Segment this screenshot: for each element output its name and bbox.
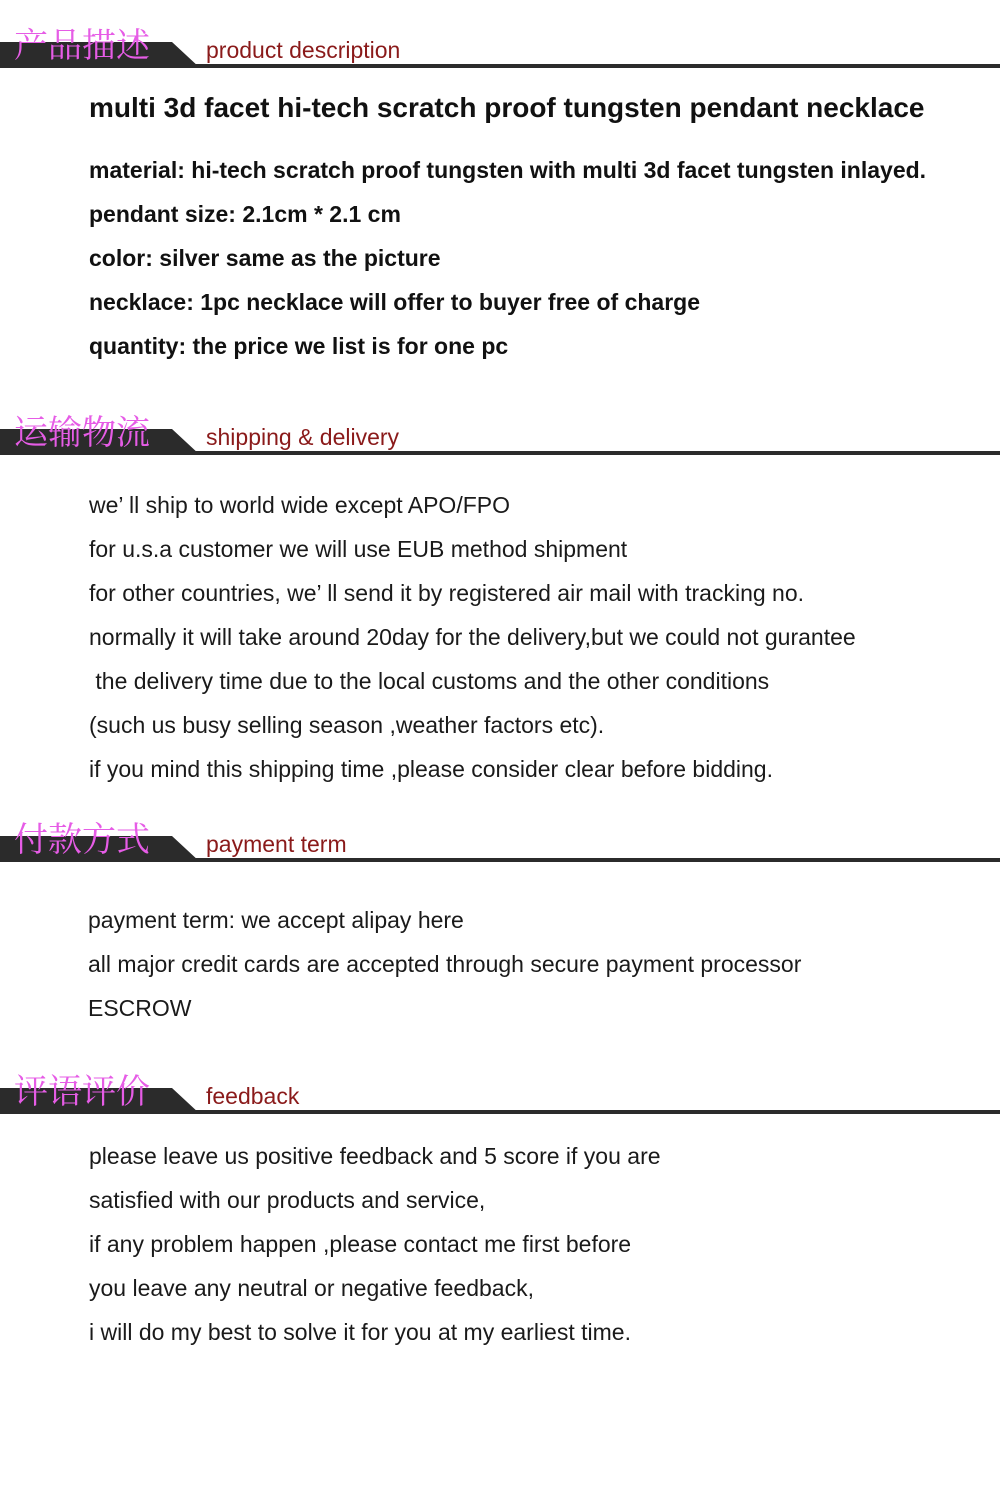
section-heading-en: payment term: [206, 831, 347, 857]
shipping-line: the delivery time due to the local customs and the other conditions: [89, 668, 770, 694]
detail-material: material: hi-tech scratch proof tungsten with multi 3d facet tungsten inlayed.: [89, 157, 927, 183]
feedback-info-list: [89, 1134, 661, 1354]
feedback-line: satisfied with our products and service,: [89, 1187, 486, 1213]
section-heading-en: feedback: [206, 1083, 300, 1109]
shipping-line: we’ ll ship to world wide except APO/FPO: [89, 492, 510, 518]
detail-color: color: silver same as the picture: [89, 245, 441, 271]
shipping-line: for u.s.a customer we will use EUB method shipment: [89, 536, 628, 562]
feedback-line: i will do my best to solve it for you at my earliest time.: [89, 1319, 631, 1345]
detail-pendant-size: pendant size: 2.1cm * 2.1 cm: [89, 201, 401, 227]
payment-line: payment term: we accept alipay here: [88, 907, 464, 933]
product-title: multi 3d facet hi-tech scratch proof tungsten pendant necklace: [89, 92, 925, 123]
payment-info-list: [88, 898, 801, 1030]
shipping-line: if you mind this shipping time ,please consider clear before bidding.: [89, 756, 773, 782]
section-heading-cn: 评语评价: [14, 1072, 150, 1112]
detail-quantity: quantity: the price we list is for one pc: [89, 333, 509, 359]
shipping-line: for other countries, we’ ll send it by registered air mail with tracking no.: [89, 580, 805, 606]
feedback-line: if any problem happen ,please contact me first before: [89, 1231, 632, 1257]
section-heading-en: product description: [206, 37, 401, 63]
header-divider: [0, 451, 1000, 455]
section-heading-cn: 运输物流: [14, 413, 150, 453]
feedback-line: please leave us positive feedback and 5 score if you are: [89, 1143, 661, 1169]
detail-necklace: necklace: 1pc necklace will offer to buyer free of charge: [89, 289, 701, 315]
payment-line: ESCROW: [88, 995, 192, 1021]
section-header-shipping: [0, 409, 1000, 455]
section-heading-cn: 付款方式: [14, 820, 150, 860]
payment-line: all major credit cards are accepted through secure payment processor: [88, 951, 802, 977]
shipping-line: (such us busy selling season ,weather factors etc).: [89, 712, 605, 738]
product-details-list: [89, 148, 926, 368]
shipping-line: normally it will take around 20day for the delivery,but we could not gurantee: [89, 624, 856, 650]
header-divider: [0, 858, 1000, 862]
section-header-product: [0, 22, 1000, 68]
section-header-payment: [0, 816, 1000, 862]
section-header-feedback: [0, 1068, 1000, 1114]
header-divider: [0, 64, 1000, 68]
header-divider: [0, 1110, 1000, 1114]
section-heading-cn: 产品描述: [14, 26, 150, 66]
shipping-info-list: [89, 483, 856, 791]
feedback-line: you leave any neutral or negative feedback,: [89, 1275, 534, 1301]
section-heading-en: shipping & delivery: [206, 424, 400, 450]
